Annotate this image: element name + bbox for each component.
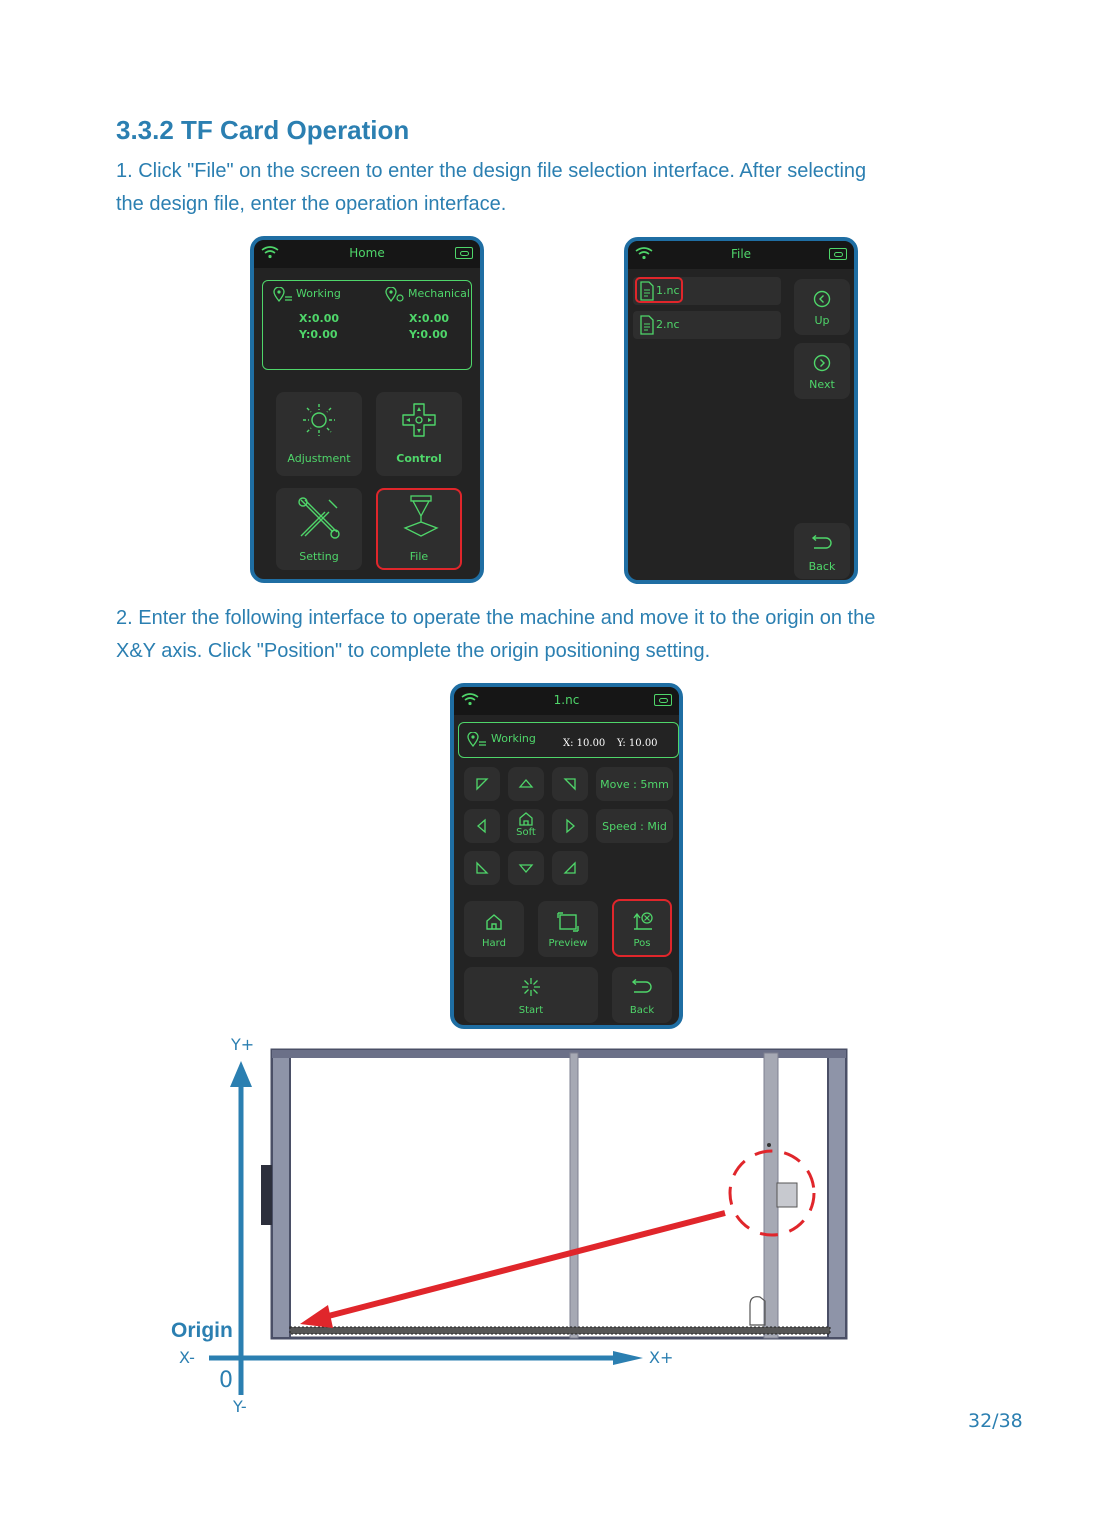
machine-frame-illustration [165,1035,865,1420]
link-icon [455,247,473,259]
next-label: Next [809,378,835,391]
step1-line1: 1. Click "File" on the screen to enter the design file selection interface. After selecting [116,160,867,182]
y-value: Y: 10.00 [617,738,658,749]
working-label: Working [491,732,536,745]
jog-left-button[interactable] [464,809,500,843]
file-screen [624,237,858,584]
soft-home-button[interactable] [508,809,544,843]
adjustment-tile[interactable] [276,392,362,476]
setting-label: Setting [299,550,339,563]
move-label: Move : 5mm [600,778,669,791]
soft-label: Soft [516,827,536,838]
file-item-2[interactable] [633,311,781,339]
control-tile[interactable] [376,392,462,476]
jog-up-button[interactable] [508,767,544,801]
status-bar [628,241,854,269]
return-icon [811,535,833,551]
step2-line2: X&Y axis. Click "Position" to complete the origin positioning setting. [116,640,711,662]
pos-button[interactable] [612,899,672,957]
screen-title: Home [349,246,385,260]
arrow-right-icon [563,818,577,834]
mechanical-location-icon [385,287,405,303]
jog-up-right-button[interactable] [552,767,588,801]
hard-home-button[interactable] [464,901,524,957]
frame-preview-icon [557,912,579,932]
file-name: 1.nc [656,284,680,297]
next-button[interactable] [794,343,850,399]
working-location-icon [467,732,487,748]
status-bar [254,240,480,268]
jog-up-left-button[interactable] [464,767,500,801]
x-minus-label: X- [179,1348,195,1367]
tools-icon [297,496,341,540]
arrow-down-icon [518,861,534,875]
hard-label: Hard [482,938,506,949]
home-icon [518,811,534,826]
file-icon [640,315,654,335]
start-label: Start [518,1005,544,1016]
arrow-up-left-icon [475,777,489,791]
link-icon [829,248,847,260]
origin-label: Origin [171,1319,233,1342]
step2-line1: 2. Enter the following interface to operate the machine and move it to the origin on the [116,607,876,629]
working-location-icon [273,287,293,303]
sun-icon [301,402,337,438]
control-label: Control [396,452,442,465]
step1-line2: the design file, enter the operation interface. [116,193,507,215]
mechanical-x: X:0.00 [409,312,450,325]
arrow-up-icon [518,777,534,791]
home-screen [250,236,484,583]
page-number: 32/38 [968,1410,1023,1432]
back-button[interactable] [612,967,672,1023]
file-item-1[interactable] [633,277,781,305]
file-tile[interactable] [376,488,462,570]
laser-engrave-icon [401,494,441,540]
jog-down-button[interactable] [508,851,544,885]
file-label: File [409,550,429,563]
move-step-button[interactable] [596,767,673,801]
coordinates-panel [262,280,472,370]
preview-label: Preview [548,938,588,949]
laser-burst-icon [521,977,541,997]
back-label: Back [629,1005,655,1016]
y-plus-label: Y+ [231,1035,255,1054]
y-minus-label: Y- [233,1397,247,1416]
speed-button[interactable] [596,809,673,843]
mechanical-label: Mechanical [408,287,470,300]
up-button[interactable] [794,279,850,335]
screen-title: 1.nc [553,693,580,707]
chevron-left-circle-icon [813,290,831,308]
working-coordinates-panel [458,722,679,758]
arrow-down-left-icon [475,861,489,875]
status-bar [454,687,679,715]
back-button[interactable] [794,523,850,579]
arrow-down-right-icon [563,861,577,875]
jog-down-right-button[interactable] [552,851,588,885]
x-value: X: 10.00 [563,738,606,749]
dpad-icon [401,402,437,438]
screen-title: File [730,247,752,261]
file-icon [640,281,654,301]
back-label: Back [808,560,836,573]
pos-label: Pos [633,938,651,949]
control-screen [450,683,683,1029]
working-label: Working [296,287,341,300]
home-icon [485,913,503,930]
adjustment-label: Adjustment [287,452,351,465]
start-button[interactable] [464,967,598,1023]
working-x: X:0.00 [299,312,340,325]
setting-tile[interactable] [276,488,362,570]
set-origin-icon [632,911,654,931]
jog-down-left-button[interactable] [464,851,500,885]
chevron-right-circle-icon [813,354,831,372]
working-y: Y:0.00 [299,328,338,341]
link-icon [654,694,672,706]
section-heading: 3.3.2 TF Card Operation [116,115,410,145]
origin-diagram [165,1035,865,1420]
return-icon [631,979,653,995]
speed-label: Speed : Mid [602,820,667,833]
x-plus-label: X+ [649,1348,674,1367]
up-label: Up [814,314,830,327]
file-name: 2.nc [656,318,680,331]
preview-button[interactable] [538,901,598,957]
mechanical-y: Y:0.00 [409,328,448,341]
zero-label: 0 [219,1368,233,1393]
jog-right-button[interactable] [552,809,588,843]
arrow-up-right-icon [563,777,577,791]
arrow-left-icon [475,818,489,834]
